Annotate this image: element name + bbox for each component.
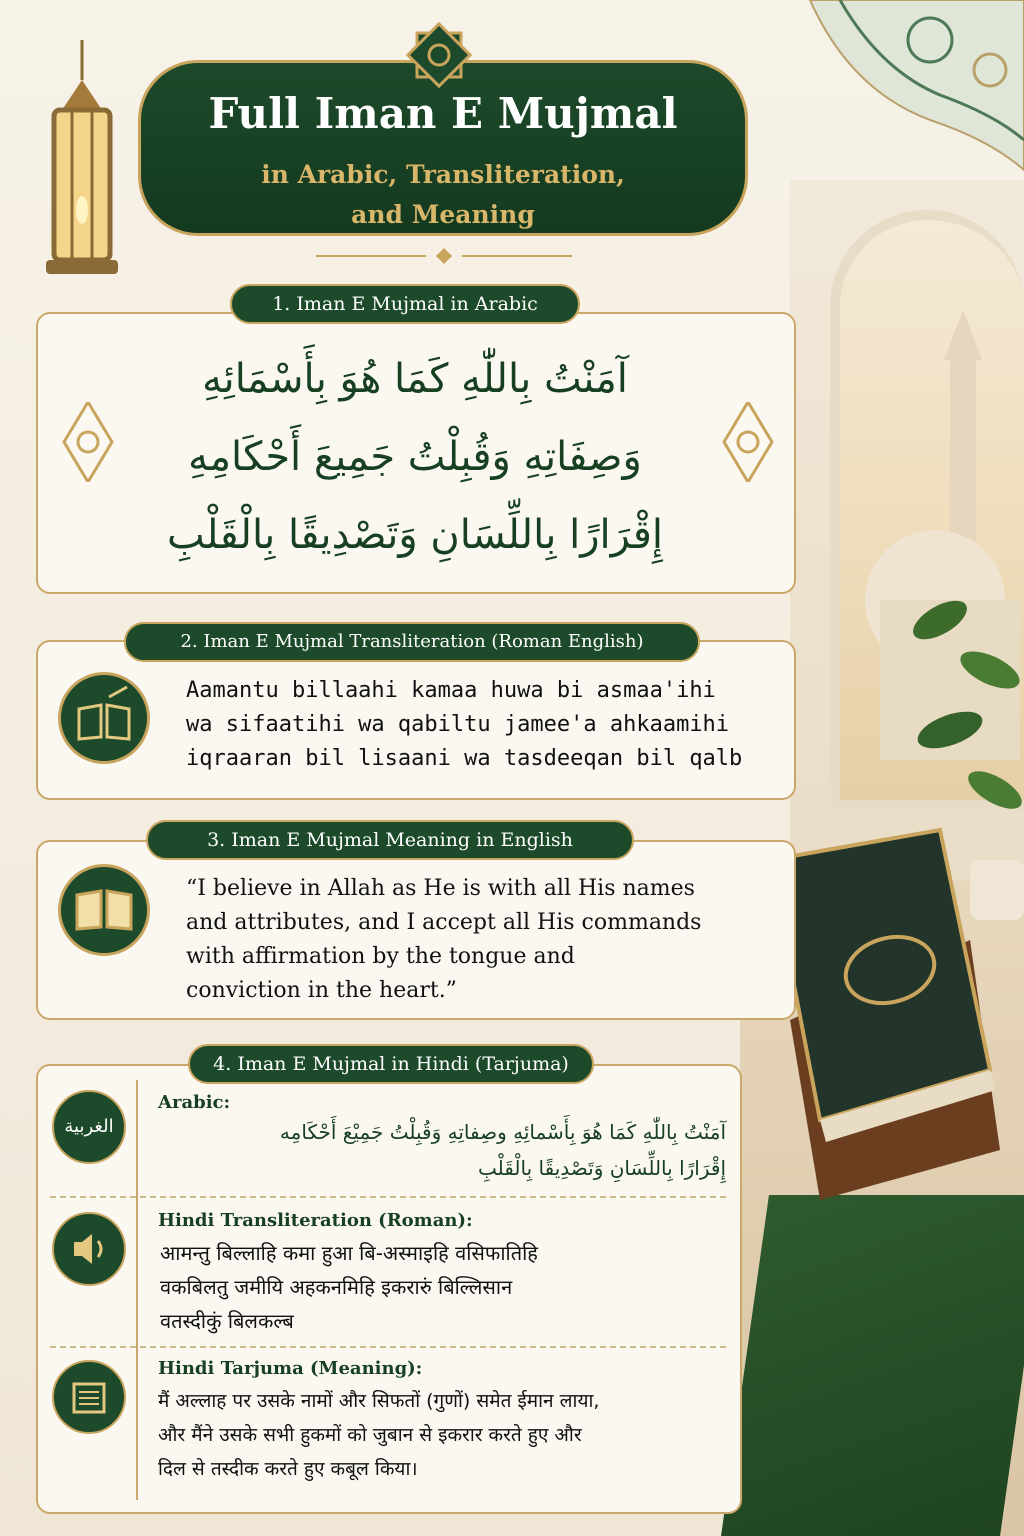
arabic-badge: [52, 1090, 126, 1164]
page-title: Full Iman E Mujmal: [208, 89, 678, 138]
section-heading: 2. Iman E Mujmal Transliteration (Roman English): [124, 622, 700, 662]
subtitle-line: in Arabic, Transliteration,: [261, 160, 625, 189]
hindi-arabic-text: [150, 1114, 726, 1186]
arabic-line: وَصِفَاتِهِ وَقُبِلْتُ جَمِيعَ أَحْكَامِهِ: [188, 434, 642, 480]
hindi-line: और मैंने उसके सभी हुकमों को जुबान से इकरार करते हुए और: [158, 1424, 582, 1446]
meaning-line: with affirmation by the tongue and: [186, 944, 575, 969]
separator: [50, 1346, 726, 1348]
open-book-icon: [58, 864, 150, 956]
hindi-line: मैं अल्लाह पर उसके नामों और सिफतों (गुणों) समेत ईमान लाया,: [158, 1390, 600, 1412]
arabic-label: Arabic:: [158, 1092, 231, 1113]
divider-ornament: [316, 246, 572, 266]
meaning-line: and attributes, and I accept all His commands: [186, 910, 702, 935]
arabic-line: آمَنْتُ بِاللّٰهِ كَمَا هُوَ بِأَسْمَائِهِ: [202, 356, 628, 402]
document-icon: [52, 1360, 126, 1434]
transliteration-line: iqraaran bil lisaani wa tasdeeqan bil qalb: [186, 746, 743, 771]
english-meaning-text: [186, 872, 776, 1008]
arabic-badge-label: الغربية: [64, 1116, 114, 1137]
arabic-text: [120, 340, 710, 574]
hindi-line: दिल से तस्दीक करते हुए कबूल किया।: [158, 1458, 418, 1480]
arabic-line: إِقْرَارًا بِاللِّسَانِ وَتَصْدِيقًا بِالْقَلْبِ: [167, 512, 663, 558]
hindi-meaning-label: Hindi Tarjuma (Meaning):: [158, 1358, 423, 1379]
hindi-line: वकबिलतु जमीयि अहकनमिहि इकरारुं बिल्लिसान: [160, 1275, 513, 1299]
flower-ornament-icon: [718, 402, 778, 482]
prayer-mat: [721, 1195, 1024, 1536]
transliteration-text: [186, 674, 776, 776]
hindi-line: वतस्दीकुं बिलकल्ब: [160, 1309, 294, 1333]
separator: [50, 1196, 726, 1198]
meaning-line: “I believe in Allah as He is with all His names: [186, 876, 695, 901]
arabic-line: إِقْرَارًا بِاللِّسَانِ وَتَصْدِيقًا بِالْقَلْبِ: [478, 1156, 726, 1180]
meaning-line: conviction in the heart.”: [186, 978, 457, 1003]
section-heading: 4. Iman E Mujmal in Hindi (Tarjuma): [188, 1044, 594, 1084]
corner-ornament: [790, 0, 1024, 180]
subtitle-line: and Meaning: [351, 200, 535, 229]
section-heading: 3. Iman E Mujmal Meaning in English: [146, 820, 634, 860]
hindi-line: आमन्तु बिल्लाहि कमा हुआ बि-अस्माइहि वसिफातिहि: [160, 1241, 538, 1265]
hindi-transliteration-text: [160, 1236, 730, 1338]
speaker-icon: [52, 1212, 126, 1286]
transliteration-line: wa sifaatihi wa qabiltu jamee'a ahkaamihi: [186, 712, 730, 737]
hindi-transliteration-label: Hindi Transliteration (Roman):: [158, 1210, 473, 1231]
hindi-meaning-text: [158, 1384, 734, 1486]
transliteration-line: Aamantu billaahi kamaa huwa bi asmaa'ihi: [186, 678, 716, 703]
arabic-line: آمَنْتُ بِاللّٰهِ كَمَا هُوَ بِأَسْمائِهِ وصِفاتِهِ وَقُبِلْتُ جَمِيْعَ أَحْكَامِه: [279, 1120, 726, 1144]
page-subtitle: [141, 155, 745, 235]
section-heading: 1. Iman E Mujmal in Arabic: [230, 284, 580, 324]
star-emblem-icon: [406, 22, 472, 88]
column-divider: [136, 1080, 138, 1500]
book-quill-icon: [58, 672, 150, 764]
lantern-icon: [40, 40, 124, 290]
flower-ornament-icon: [58, 402, 118, 482]
